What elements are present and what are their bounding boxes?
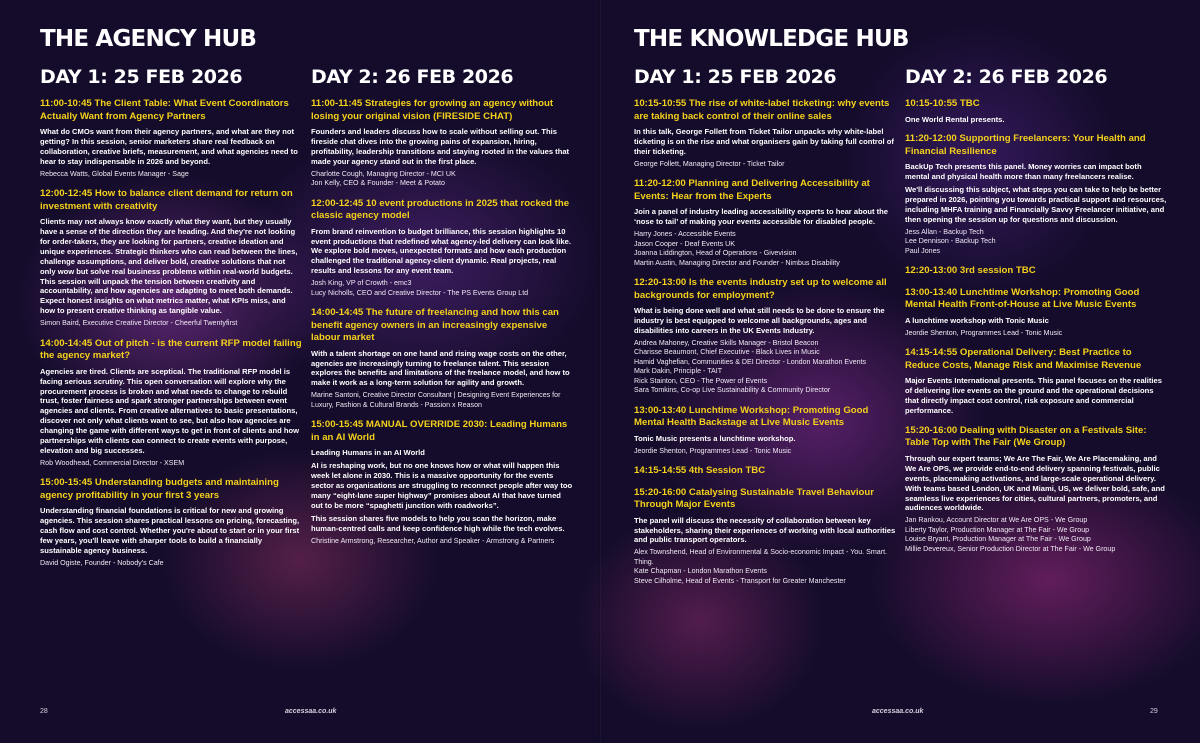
session-speaker: Sara Tomkins, Co-op Live Sustainability & Community Director <box>634 386 831 395</box>
session-title: 14:00-14:45 Out of pitch - is the current RFP model failing the agency market? <box>40 337 302 362</box>
session-description: One World Rental presents. <box>905 114 1005 124</box>
session-block <box>634 465 896 478</box>
session-description: This session shares five models to help you scan the horizon, make human-centred calls and keep confidence high while the tech evolves. <box>311 513 565 533</box>
session-block <box>634 405 896 456</box>
session-title: 11:00-11:45 Strategies for growing an agency without losing your original vision (FIRESIDE CHAT) <box>311 98 554 122</box>
session-speaker: Alex Townshend, Head of Environmental & Socio-economic Impact - You. Smart. Thing. <box>634 548 888 566</box>
session-speaker: Jon Kelly, CEO & Founder - Meet & Potato <box>311 179 445 188</box>
session-block <box>40 338 302 469</box>
session-list <box>40 98 302 568</box>
session-title: 10:15-10:55 The rise of white-label ticketing: why events are taking back control of their online sales <box>634 98 890 122</box>
session-speaker: Jason Cooper - Deaf Events UK <box>634 239 735 248</box>
session-block <box>905 287 1167 338</box>
session-description: Clients may not always know exactly what they want, but they usually have a sense of the direction they are heading. And they're not looking for order-takers, they are looking for partners, creative ideation and unique experiences. Strategic thinkers who can read between the lines, challenge assumptions, and deliver bold, creative solutions that not only wow but solve real business problems within real-world budgets. This session will unpack the tension between creativity and accountability, and how agencies are adapting to meet both demands. Expect honest insights on what metrics matter, what KPIs miss, and how to present creative thinking as tangible value. <box>40 217 298 316</box>
session-speaker: Charisse Beaumont, Chief Executive - Black Lives in Music <box>634 348 820 357</box>
agency-day2-column <box>311 66 573 555</box>
session-block <box>634 98 896 169</box>
session-description: Agencies are tired. Clients are sceptical. The traditional RFP model is facing serious scrutiny. This open conversation will explore why the procurement process is broken and what needs to change to rebuild trust, foster fairness and spark stronger partnerships between event agencies and clients. From creative alternatives to basic presentations, discover not only what clients want to see, but also how agencies are changing the game with different ways to get in front of clients and how partnerships with clients can connect to create events with purpose, elevation and big successes. <box>40 366 300 455</box>
session-speaker: Liberty Taylor, Production Manager at The Fair - We Group <box>905 525 1090 534</box>
session-speaker: Jess Allan - Backup Tech <box>905 227 984 236</box>
session-description: The panel will discuss the necessity of collaboration between key stakeholders, sharing their experiences of working with local authorities and public transport operators. <box>634 515 896 545</box>
session-speaker: Martin Austin, Managing Director and Founder - Nimbus Disability <box>634 258 840 267</box>
session-block <box>311 98 573 189</box>
session-speaker: Josh King, VP of Crowth - emc3 <box>311 279 412 288</box>
session-description: From brand reinvention to budget brilliance, this session highlights 10 event productions that redefined what agency-led delivery can look like. We explore bold moves, unexpected formats and how each production challenged the traditional agency-client dynamic. Real projects, real results and lessons for any event team. <box>311 226 571 276</box>
day-title: DAY 2: 26 FEB 2026 <box>905 66 1108 88</box>
session-block <box>311 307 573 410</box>
session-block <box>905 425 1167 554</box>
session-speaker: Jeordie Shenton, Programmes Lead - Tonic Music <box>634 446 792 455</box>
session-title: 12:00-12:45 How to balance client demand for return on investment with creativity <box>40 188 293 212</box>
session-title: 12:20-13:00 3rd session TBC <box>905 265 1036 277</box>
session-speaker: Hamid Vaghefian, Communities & DEI Director - London Marathon Events <box>634 357 867 366</box>
knowledge-day1-column <box>634 66 896 595</box>
session-list <box>634 98 896 586</box>
session-title: 12:00-12:45 10 event productions in 2025 that rocked the classic agency model <box>311 197 570 222</box>
session-speaker: Mark Dakin, Principle - TAIT <box>634 367 723 376</box>
page-number: 29 <box>1150 708 1158 715</box>
session-title: 11:20-12:00 Planning and Delivering Accessibility at Events: Hear from the Experts <box>634 178 870 202</box>
session-title: 15:00-15:45 Understanding budgets and maintaining agency profitability in your first 3 years <box>40 477 279 501</box>
session-description: AI is reshaping work, but no one knows how or what will happen this week let alone in 2030. This is a massive opportunity for the events sector as organisations are struggling to reconnect people after way too many “eight-lane super highway” promises about AI that have turned out to be more “spaghetti junction with roadworks”. <box>311 461 573 510</box>
session-block <box>905 98 1167 124</box>
day-title: DAY 2: 26 FEB 2026 <box>311 66 514 88</box>
session-speaker: Kate Chapman - London Marathon Events <box>634 567 767 576</box>
session-title: 14:15-14:55 4th Session TBC <box>634 465 766 477</box>
footer-url[interactable]: accessaa.co.uk <box>285 708 337 715</box>
session-description: Major Events International presents. This panel focuses on the realities of delivering live events on the ground and the operational decisions that directly impact cost control, risk exposure and commercial performance. <box>905 376 1162 415</box>
session-description: Join a panel of industry leading accessibility experts to hear about the ‘nose to tail’ of making your events accessible for disabled people. <box>634 207 889 227</box>
day-title: DAY 1: 25 FEB 2026 <box>40 66 243 88</box>
footer-url[interactable]: accessaa.co.uk <box>872 708 924 715</box>
session-speaker: Lucy Nicholls, CEO and Creative Director - The PS Events Group Ltd <box>311 288 529 297</box>
page-number: 28 <box>40 708 48 715</box>
session-description: In this talk, George Follett from Ticket Tailor unpacks why white-label ticketing is on the rise and what organisers gain by taking full control of their ticketing. <box>634 127 894 156</box>
session-speaker: Jeordie Shenton, Programmes Lead - Tonic Music <box>905 328 1063 337</box>
session-list <box>905 98 1167 554</box>
session-description: Tonic Music presents a lunchtime workshop. <box>634 433 796 443</box>
session-block <box>905 265 1167 278</box>
session-title: 11:00-10:45 The Client Table: What Event Coordinators Actually Want from Agency Partners <box>40 98 289 122</box>
session-title: 14:00-14:45 The future of freelancing and how this can benefit agency owners in an increasingly expensive labour market <box>311 307 559 344</box>
session-speaker: Simon Baird, Executive Creative Director - Cheerful Twentyfirst <box>40 319 238 328</box>
session-title: 15:20-16:00 Catalysing Sustainable Travel Behaviour Through Major Events <box>634 486 874 511</box>
session-speaker: Rob Woodhead, Commercial Director - XSEM <box>40 458 185 467</box>
session-speaker: Charlotte Cough, Managing Director - MCI UK <box>311 169 456 178</box>
session-block <box>311 419 573 546</box>
session-title: 15:00-15:45 MANUAL OVERRIDE 2030: Leading Humans in an AI World <box>311 419 568 443</box>
session-block <box>905 133 1167 256</box>
knowledge-day2-column <box>905 66 1167 563</box>
session-speaker: Joanna Liddington, Head of Operations - Givevision <box>634 249 797 258</box>
session-speaker: Louise Bryant, Production Manager at The Fair - We Group <box>905 535 1091 544</box>
session-speaker: Paul Jones <box>905 246 941 255</box>
agency-day1-column <box>40 66 302 577</box>
session-block <box>40 188 302 329</box>
session-description: With a talent shortage on one hand and rising wage costs on the other, agencies are increasingly turning to freelance talent. This session explores the benefits and limitations of the freelance model, and how to make it work as a long-term solution for agility and growth. <box>311 348 570 388</box>
session-description: BackUp Tech presents this panel. Money worries can impact both mental and physical health more than many freelancers realise. <box>905 162 1142 182</box>
session-speaker: George Follett, Managing Director - Ticket Tailor <box>634 159 785 168</box>
session-speaker: Marine Santoni, Creative Director Consultant | Designing Event Experiences for Luxury, Fashion & Cultural Brands - Passion x Reason <box>311 391 561 409</box>
session-speaker: Christine Armstrong, Researcher, Author and Speaker - Armstrong & Partners <box>311 536 555 545</box>
session-description: Leading Humans in an AI World <box>311 448 425 458</box>
session-speaker: Steve Cilholme, Head of Events - Transport for Greater Manchester <box>634 576 846 585</box>
session-title: 13:00-13:40 Lunchtime Workshop: Promoting Good Mental Health Front-of-House at Live Music Events <box>905 286 1140 311</box>
session-description: What do CMOs want from their agency partners, and what are they not getting? In this session, senior marketers share real feedback on collaboration, creative briefs, measurement, and what agencies need to hear to stay indispensable in 2026 and beyond. <box>40 127 298 166</box>
session-description: Understanding financial foundations is critical for new and growing agencies. This session shares practical lessons on pricing, forecasting, cash flow and cost control. Whether you're about to start or in your first few years, you'll leave with sharper tools to build a financially sustainable agency business. <box>40 506 300 555</box>
knowledge-hub-title: THE KNOWLEDGE HUB <box>634 26 909 52</box>
session-block <box>905 347 1167 416</box>
session-block <box>634 178 896 268</box>
session-title: 15:20-16:00 Dealing with Disaster on a Festivals Site: Table Top with The Fair (We Group) <box>905 424 1147 449</box>
session-description: We'll discussing this subject, what steps you can take to help be better prepared in 2026, pointing you towards practical support and resources, including MHFA training and Financially Savvy Freelancer initiative, and then opening the session up for questions and discussion. <box>905 185 1167 224</box>
session-title: 12:20-13:00 Is the events industry set up to welcome all backgrounds for employment? <box>634 277 887 301</box>
session-block <box>40 477 302 568</box>
session-speaker: Jan Rankou, Account Director at We Are OPS - We Group <box>905 516 1088 525</box>
session-title: 10:15-10:55 TBC <box>905 98 980 109</box>
session-speaker: Lee Dennison - Backup Tech <box>905 237 996 246</box>
session-speaker: Rebecca Watts, Global Events Manager - Sage <box>40 169 189 178</box>
session-speaker: David Ogiste, Founder - Nobody's Cafe <box>40 558 164 567</box>
session-speaker: Millie Devereux, Senior Production Director at The Fair - We Group <box>905 544 1116 553</box>
session-block <box>40 98 302 179</box>
session-title: 11:20-12:00 Supporting Freelancers: Your Health and Financial Resilience <box>905 133 1146 157</box>
session-description: A lunchtime workshop with Tonic Music <box>905 315 1049 325</box>
agency-hub-title: THE AGENCY HUB <box>40 26 257 52</box>
page-spine <box>599 0 601 743</box>
session-list <box>311 98 573 546</box>
session-speaker: Andrea Mahoney, Creative Skills Manager - Bristol Beacon <box>634 338 819 347</box>
session-block <box>634 277 896 396</box>
session-title: 14:15-14:55 Operational Delivery: Best Practice to Reduce Costs, Manage Risk and Maximise Revenue <box>905 347 1142 371</box>
session-description: What is being done well and what still needs to be done to ensure the industry is best equipped to welcome all backgrounds, ages and disabilities into careers in the UK Events Industry. <box>634 306 885 335</box>
day-title: DAY 1: 25 FEB 2026 <box>634 66 837 88</box>
session-block <box>634 487 896 587</box>
session-speaker: Harry Jones - Accessible Events <box>634 230 736 239</box>
session-speaker: Rick Stainton, CEO - The Power of Events <box>634 376 768 385</box>
session-block <box>311 198 573 299</box>
session-description: Founders and leaders discuss how to scale without selling out. This fireside chat dives into the growing pains of expansion, hiring, profitability, leadership transitions and staying rooted in the values that made your agency stand out in the first place. <box>311 127 570 166</box>
session-description: Through our expert teams; We Are The Fair, We Are Placemaking, and We Are OPS, we provide end-to-end delivery spanning festivals, public events, placemaking activations, and large-scale operational delivery. With teams based London, UK and Miami, US, we deliver bold, safe, and seamless live experiences for cities, cultural partners, promoters, and audiences worldwide. <box>905 453 1165 513</box>
session-title: 13:00-13:40 Lunchtime Workshop: Promoting Good Mental Health Backstage at Live Music Events <box>634 404 869 429</box>
